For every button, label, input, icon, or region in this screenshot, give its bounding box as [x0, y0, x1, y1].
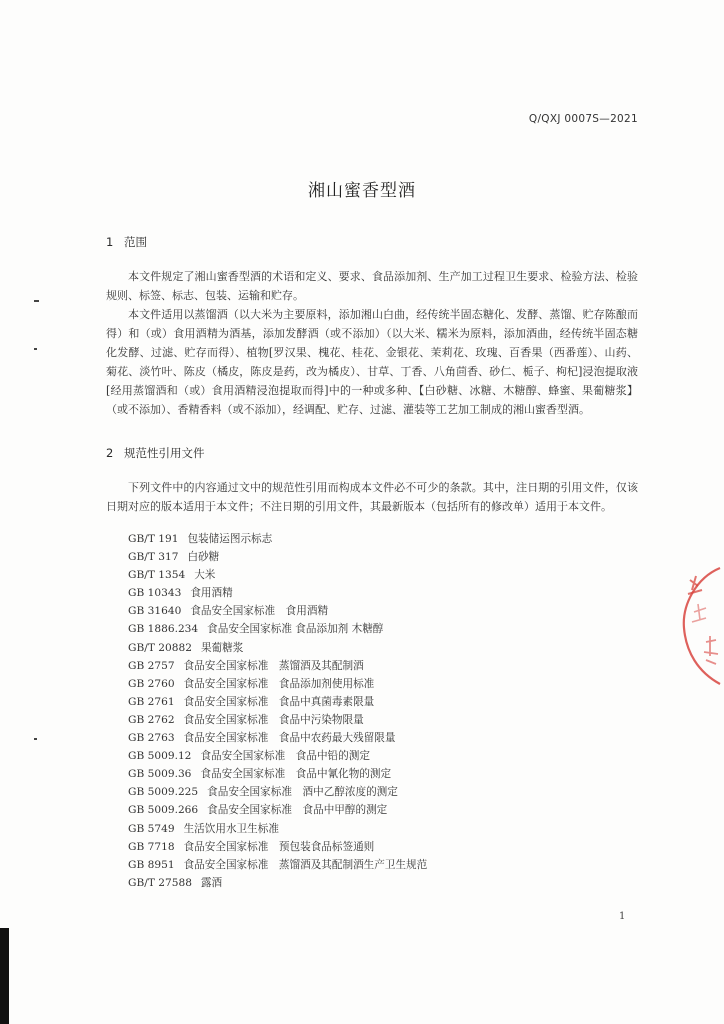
section-2-number: 2 [106, 446, 114, 460]
reference-item: GB 31640 食品安全国家标准 食用酒精 [128, 605, 329, 618]
section-2-heading [106, 445, 205, 461]
reference-item: GB 1886.234 食品安全国家标准 食品添加剂 木糖醇 [128, 623, 384, 636]
section-2-paragraph: 下列文件中的内容通过文中的规范性引用而构成本文件必不可少的条款。其中，注日期的引用文件，仅该日期对应的版本适用于本文件；不注日期的引用文件，其最新版本（包括所有的修改单）适用于本文件。 [106, 481, 638, 513]
reference-item: GB/T 317 白砂糖 [128, 551, 220, 564]
section-1-heading [106, 234, 147, 250]
scan-edge-shadow [0, 928, 9, 1024]
reference-item: GB 10343 食用酒精 [128, 587, 233, 600]
reference-item: GB 7718 食品安全国家标准 预包装食品标签通则 [128, 840, 375, 853]
reference-item: GB 2763 食品安全国家标准 食品中农药最大残留限量 [128, 732, 396, 745]
reference-item: GB 5749 生活饮用水卫生标准 [128, 822, 279, 835]
section-1-paragraph-2: 本文件适用以蒸馏酒（以大米为主要原料，添加湘山白曲，经传统半固态糖化、发酵、蒸馏、贮存陈酿而得）和（或）食用酒精为酒基，添加发酵酒（或不添加）（以大米、糯米为原料，添加酒曲，经传统半固态糖化发酵、过滤、贮存而得）、植物[罗汉果、槐花、桂花、金银花、茉莉花、玫瑰、百香果（西番莲）、山药、菊花、淡竹叶、陈皮（橘皮，陈皮是药，改为橘皮）、甘草、丁香、八角茴香、砂仁、栀子、枸杞]浸泡提取液[经用蒸馏酒和（或）食用酒精浸泡提取而得]中的一种或多种、【白砂糖、冰糖、木糖醇、蜂蜜、果葡糖浆】（或不添加）、香精香料（或不添加），经调配、贮存、过滤、灌装等工艺加工制成的湘山蜜香型酒。 [106, 308, 638, 416]
red-seal-stamp [676, 560, 724, 690]
standard-code: Q/QXJ 0007S—2021 [528, 113, 638, 125]
reference-list [128, 530, 427, 892]
scan-speck [34, 738, 37, 740]
scan-speck [34, 300, 39, 302]
reference-item: GB 5009.36 食品安全国家标准 食品中氰化物的测定 [128, 768, 392, 781]
reference-item: GB 2760 食品安全国家标准 食品添加剂使用标准 [128, 677, 375, 690]
reference-item: GB/T 1354 大米 [128, 569, 216, 582]
reference-item: GB 5009.225 食品安全国家标准 酒中乙醇浓度的测定 [128, 786, 398, 799]
section-2-title: 规范性引用文件 [124, 446, 205, 460]
scan-speck [34, 348, 37, 350]
section-1-title: 范围 [124, 235, 147, 249]
reference-item: GB 2761 食品安全国家标准 食品中真菌毒素限量 [128, 695, 375, 708]
reference-item: GB/T 27588 露酒 [128, 876, 223, 889]
reference-item: GB/T 20882 果葡糖浆 [128, 641, 244, 654]
document-title: 湘山蜜香型酒 [308, 181, 416, 201]
reference-item: GB 5009.12 食品安全国家标准 食品中铅的测定 [128, 750, 370, 763]
reference-item: GB 5009.266 食品安全国家标准 食品中甲醇的测定 [128, 804, 388, 817]
section-1-number: 1 [106, 235, 114, 249]
reference-item: GB 2757 食品安全国家标准 蒸馏酒及其配制酒 [128, 659, 364, 672]
reference-item: GB 8951 食品安全国家标准 蒸馏酒及其配制酒生产卫生规范 [128, 858, 428, 871]
reference-item: GB 2762 食品安全国家标准 食品中污染物限量 [128, 713, 364, 726]
reference-item: GB/T 191 包装储运图示标志 [128, 533, 273, 545]
page-number: 1 [619, 911, 626, 922]
section-1-paragraph-1: 本文件规定了湘山蜜香型酒的术语和定义、要求、食品添加剂、生产加工过程卫生要求、检验方法、检验规则、标签、标志、包装、运输和贮存。 [106, 270, 638, 302]
